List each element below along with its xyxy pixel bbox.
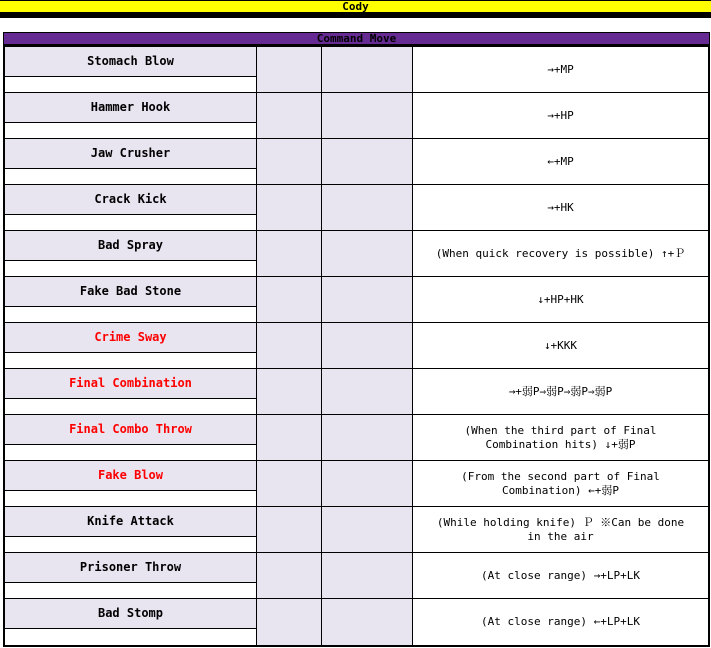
move-name: Final Combo Throw: [5, 415, 256, 445]
move-command: (From the second part of Final Combination) ←+弱P: [413, 461, 708, 507]
move-name-cell: [5, 47, 257, 93]
empty-cell: [257, 599, 322, 645]
move-name-cell: [5, 185, 257, 231]
table-row: [5, 231, 708, 277]
empty-cell: [257, 47, 322, 93]
move-command: (At close range) →+LP+LK: [413, 553, 708, 599]
empty-cell: [322, 369, 413, 415]
move-name: Stomach Blow: [5, 47, 256, 77]
move-name-subrow: [5, 353, 256, 369]
table-row: [5, 599, 708, 645]
move-name: Fake Bad Stone: [5, 277, 256, 307]
move-name-subrow: [5, 307, 256, 323]
table-row: [5, 553, 708, 599]
move-name: Final Combination: [5, 369, 256, 399]
table-row: [5, 185, 708, 231]
empty-cell: [257, 93, 322, 139]
move-name-cell: [5, 415, 257, 461]
divider: [0, 13, 711, 18]
move-name-subrow: [5, 399, 256, 415]
move-name: Hammer Hook: [5, 93, 256, 123]
empty-cell: [322, 231, 413, 277]
move-name: Prisoner Throw: [5, 553, 256, 583]
move-name: Knife Attack: [5, 507, 256, 537]
move-table: [3, 45, 710, 647]
move-name-cell: [5, 93, 257, 139]
move-name-cell: [5, 461, 257, 507]
empty-cell: [322, 139, 413, 185]
move-name: Jaw Crusher: [5, 139, 256, 169]
empty-cell: [322, 461, 413, 507]
move-command: ↓+KKK: [413, 323, 708, 369]
move-command: (When the third part of Final Combination hits) ↓+弱P: [413, 415, 708, 461]
move-name: Crack Kick: [5, 185, 256, 215]
move-command: →+HK: [413, 185, 708, 231]
move-name-cell: [5, 323, 257, 369]
move-name-subrow: [5, 491, 256, 507]
table-row: [5, 461, 708, 507]
empty-cell: [257, 277, 322, 323]
table-row: [5, 415, 708, 461]
move-name-subrow: [5, 261, 256, 277]
move-name-cell: [5, 553, 257, 599]
move-name: Crime Sway: [5, 323, 256, 353]
table-row: [5, 323, 708, 369]
empty-cell: [257, 139, 322, 185]
empty-cell: [322, 599, 413, 645]
empty-cell: [257, 507, 322, 553]
move-name-cell: [5, 231, 257, 277]
empty-cell: [322, 507, 413, 553]
empty-cell: [322, 277, 413, 323]
move-name-subrow: [5, 537, 256, 553]
move-command: →+HP: [413, 93, 708, 139]
move-name-subrow: [5, 583, 256, 599]
empty-cell: [322, 47, 413, 93]
empty-cell: [257, 323, 322, 369]
empty-cell: [322, 415, 413, 461]
empty-cell: [322, 553, 413, 599]
move-name: Bad Stomp: [5, 599, 256, 629]
table-row: [5, 139, 708, 185]
table-row: [5, 277, 708, 323]
move-command: (When quick recovery is possible) ↑+Ｐ: [413, 231, 708, 277]
empty-cell: [257, 369, 322, 415]
move-command: →+MP: [413, 47, 708, 93]
move-name-subrow: [5, 169, 256, 185]
move-name: Fake Blow: [5, 461, 256, 491]
empty-cell: [257, 553, 322, 599]
move-name: Bad Spray: [5, 231, 256, 261]
section-title: Command Move: [3, 32, 710, 45]
move-name-cell: [5, 599, 257, 645]
table-row: [5, 507, 708, 553]
empty-cell: [322, 185, 413, 231]
move-name-cell: [5, 369, 257, 415]
move-name-subrow: [5, 77, 256, 93]
move-name-subrow: [5, 445, 256, 461]
move-name-subrow: [5, 629, 256, 645]
empty-cell: [257, 185, 322, 231]
table-row: [5, 93, 708, 139]
table-row: [5, 47, 708, 93]
move-name-cell: [5, 277, 257, 323]
character-title: Cody: [0, 0, 711, 13]
empty-cell: [257, 461, 322, 507]
move-name-subrow: [5, 123, 256, 139]
move-name-subrow: [5, 215, 256, 231]
move-name-cell: [5, 139, 257, 185]
move-command: ↓+HP+HK: [413, 277, 708, 323]
empty-cell: [322, 323, 413, 369]
move-command: →+弱P⇒弱P⇒弱P⇒弱P: [413, 369, 708, 415]
move-name-cell: [5, 507, 257, 553]
move-command: (At close range) ←+LP+LK: [413, 599, 708, 645]
empty-cell: [322, 93, 413, 139]
empty-cell: [257, 415, 322, 461]
move-command: ←+MP: [413, 139, 708, 185]
move-command: (While holding knife) Ｐ ※Can be done in the air: [413, 507, 708, 553]
table-row: [5, 369, 708, 415]
empty-cell: [257, 231, 322, 277]
